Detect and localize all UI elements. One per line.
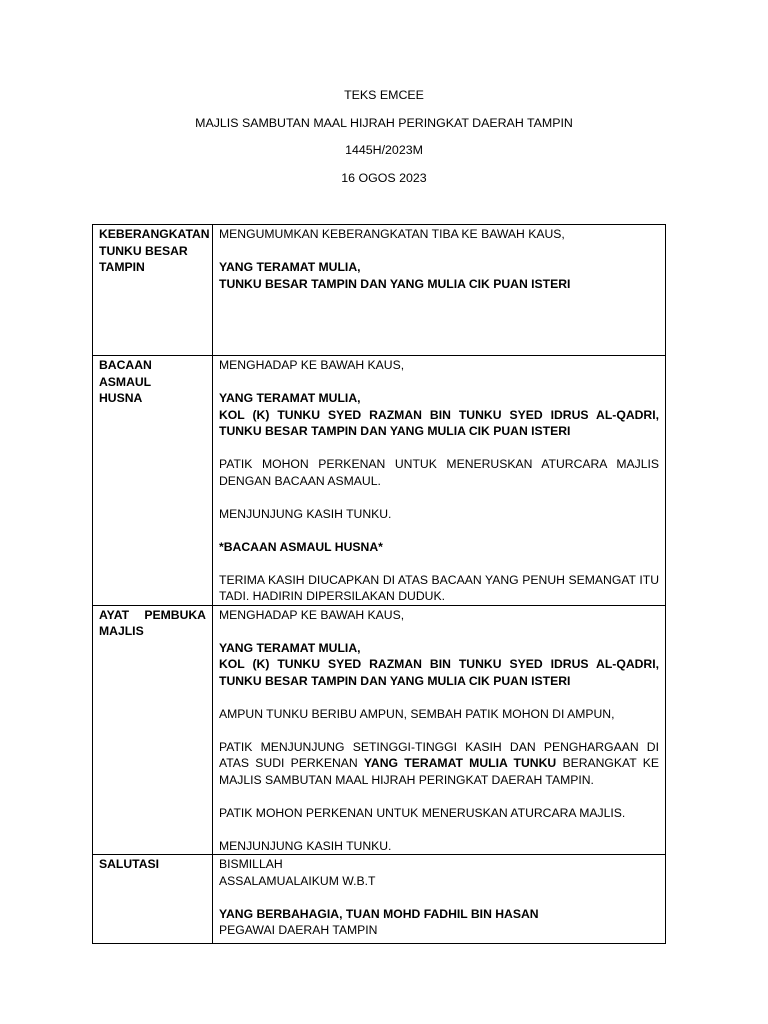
text-run-bold: YANG TERAMAT MULIA TUNKU [363,756,557,770]
document-title: TEKS EMCEE [344,88,424,102]
row-content [213,855,666,944]
emcee-script-table [92,224,666,944]
paragraph: BISMILLAH [219,857,283,871]
paragraph: TUNKU BESAR TAMPIN DAN YANG MULIA CIK PUAN ISTERI [219,276,571,291]
label-line: TUNKU BESAR [99,243,188,258]
row-content [213,605,666,855]
label-line: BACAAN ASMAUL [99,358,152,389]
text-run: BERANGKAT KE MAJLIS SAMBUTAN MAAL HIJRAH PERINGKAT DAERAH TAMPIN. [219,756,659,787]
event-title: MAJLIS SAMBUTAN MAAL HIJRAH PERINGKAT DAERAH TAMPIN [195,116,573,130]
table-row [93,855,666,944]
table-row [93,225,666,356]
label-line: TAMPIN [99,260,145,274]
row-content [213,225,666,356]
paragraph: MENGUMUMKAN KEBERANGKATAN TIBA KE BAWAH KAUS, [219,227,565,241]
label-line: AYAT PEMBUKA [99,607,206,622]
paragraph: MENJUNJUNG KASIH TUNKU. [219,838,392,853]
hijri-year: 1445H/2023M [345,143,423,157]
text-run: PATIK MENJUNJUNG SETINGGI-TINGGI KASIH DAN PENGHARGAAN DI ATAS SUDI PERKENAN [219,739,659,770]
table-row [93,605,666,855]
label-line: MAJLIS [99,624,144,638]
paragraph: PEGAWAI DAERAH TAMPIN [219,923,378,937]
paragraph: PATIK MOHON PERKENAN UNTUK MENERUSKAN ATURCARA MAJLIS DENGAN BACAAN ASMAUL. [219,457,659,488]
row-label [93,855,213,944]
paragraph: KOL (K) TUNKU SYED RAZMAN BIN TUNKU SYED IDRUS AL-QADRI, TUNKU BESAR TAMPIN DAN YANG MULIA CIK PUAN ISTERI [219,657,659,688]
paragraph [219,739,659,789]
row-content [213,356,666,606]
paragraph: ASSALAMUALAIKUM W.B.T [219,873,376,888]
paragraph: MENGHADAP KE BAWAH KAUS, [219,607,405,622]
paragraph: KOL (K) TUNKU SYED RAZMAN BIN TUNKU SYED IDRUS AL-QADRI, TUNKU BESAR TAMPIN DAN YANG MULIA CIK PUAN ISTERI [219,407,659,438]
paragraph: YANG TERAMAT MULIA, [219,260,361,274]
paragraph: MENJUNJUNG KASIH TUNKU. [219,506,392,521]
paragraph: YANG TERAMAT MULIA, [219,391,361,405]
event-date: 16 OGOS 2023 [341,171,427,185]
label-line: SALUTASI [99,857,160,871]
paragraph: YANG BERBAHAGIA, TUAN MOHD FADHIL BIN HASAN [219,906,539,921]
paragraph: MENGHADAP KE BAWAH KAUS, [219,358,405,372]
row-label [93,605,213,855]
paragraph: PATIK MOHON PERKENAN UNTUK MENERUSKAN ATURCARA MAJLIS. [219,805,626,820]
row-label [93,356,213,606]
paragraph: AMPUN TUNKU BERIBU AMPUN, SEMBAH PATIK MOHON DI AMPUN, [219,706,615,721]
paragraph: *BACAAN ASMAUL HUSNA* [219,539,383,554]
paragraph: YANG TERAMAT MULIA, [219,640,361,655]
label-line: KEBERANGKATAN [99,227,210,241]
table-row [93,356,666,606]
row-label [93,225,213,356]
paragraph: TERIMA KASIH DIUCAPKAN DI ATAS BACAAN YANG PENUH SEMANGAT ITU TADI. HADIRIN DIPERSILAKAN DUDUK. [219,572,659,603]
label-line: HUSNA [99,391,143,405]
